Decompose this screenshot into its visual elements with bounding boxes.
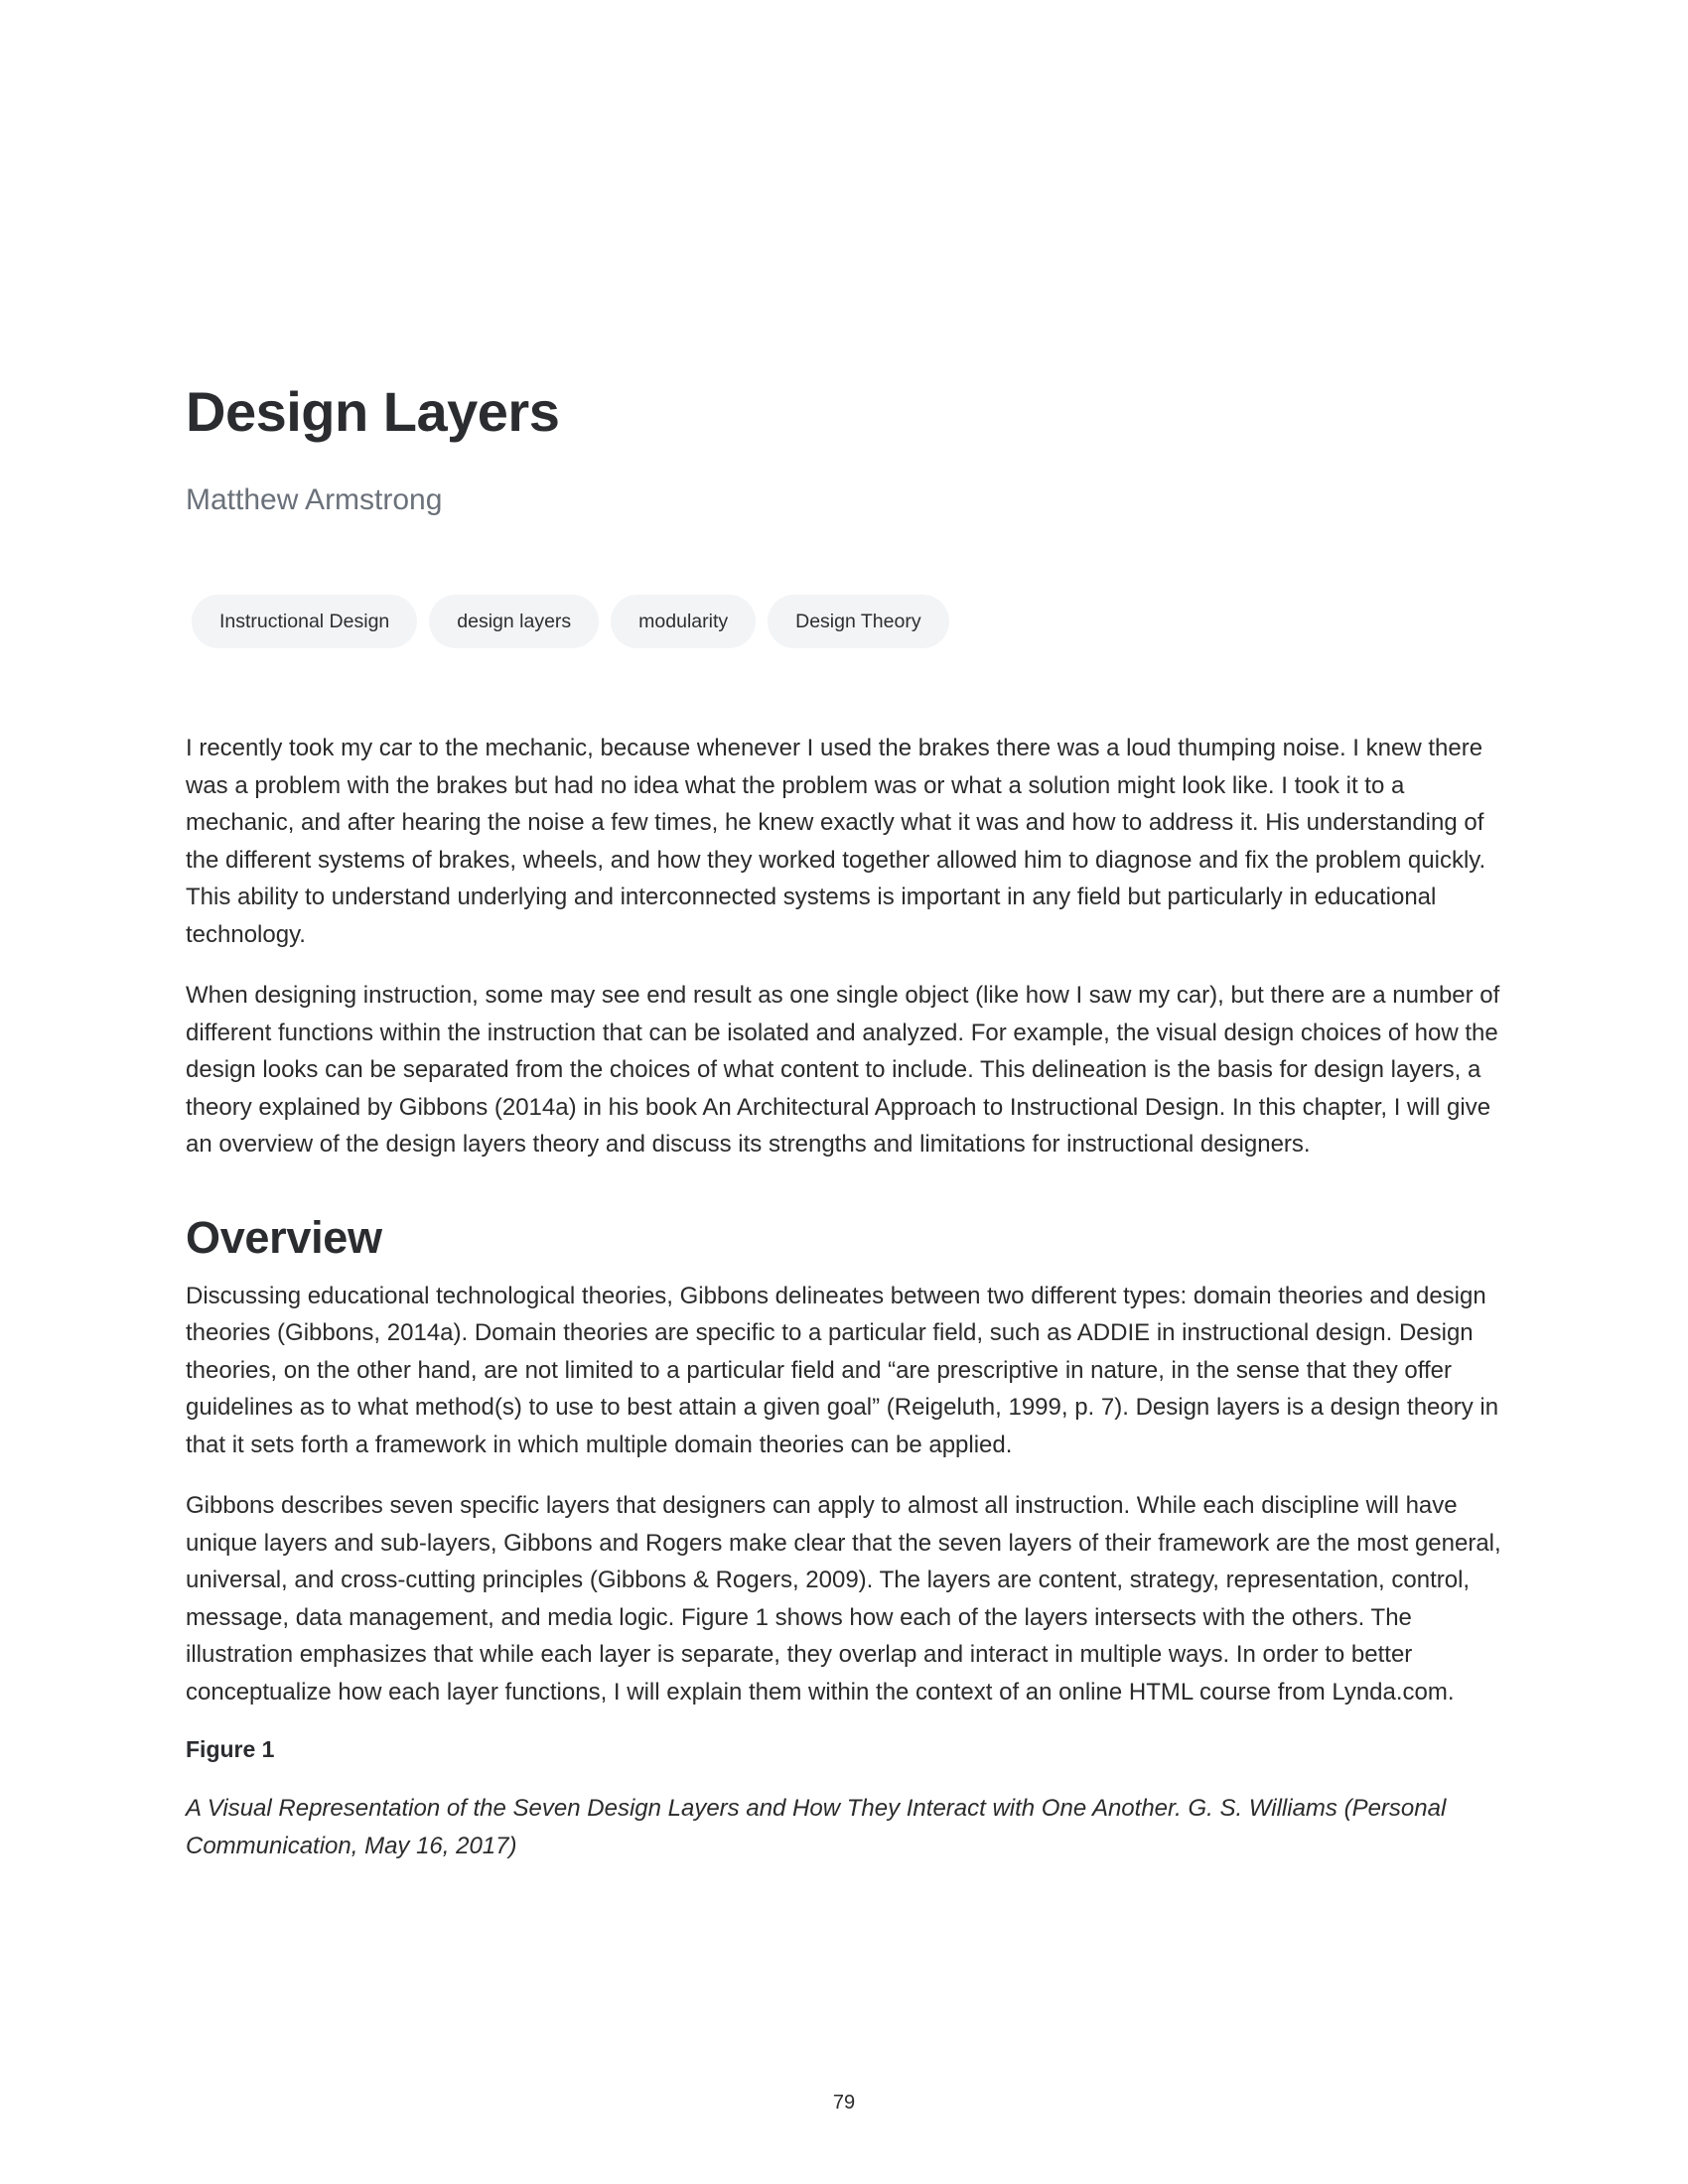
article-body xyxy=(186,730,1506,1864)
tag-design-theory[interactable]: Design Theory xyxy=(768,595,948,648)
intro-paragraph: When designing instruction, some may see end result as one single object (like how I saw my car), but there are a number of different functions within the instruction that can be isolated and analyzed. For example, the visual design choices of how the design looks can be separated from the choices of what content to include. This delineation is the basis for design layers, a theory explained by Gibbons (2014a) in his book An Architectural Approach to Instructional Design. In this chapter, I will give an overview of the design layers theory and discuss its strengths and limitations for instructional designers. xyxy=(186,982,1500,1158)
overview-paragraph: Gibbons describes seven specific layers that designers can apply to almost all instruction. While each discipline will have unique layers and sub-layers, Gibbons and Rogers make clear that the seven layers of their framework are the most general, universal, and cross-cutting principles (Gibbons & Rogers, 2009). The layers are content, strategy, representation, control, message, data management, and media logic. Figure 1 shows how each of the layers intersects with the others. The illustration emphasizes that while each layer is separate, they overlap and interact in multiple ways. In order to better conceptualize how each layer functions, I will explain them within the context of an online HTML course from Lynda.com. xyxy=(186,1492,1501,1706)
tag-design-layers[interactable]: design layers xyxy=(429,595,599,648)
tag-list xyxy=(192,595,1506,648)
tag-modularity[interactable]: modularity xyxy=(611,595,756,648)
figure-caption: A Visual Representation of the Seven Design Layers and How They Interact with One Another. G. S. Williams (Personal Communication, May 16, 2017) xyxy=(186,1795,1447,1859)
intro-paragraph: I recently took my car to the mechanic, because whenever I used the brakes there was a loud thumping noise. I knew there was a problem with the brakes but had no idea what the problem was or what a solution might look like. I took it to a mechanic, and after hearing the noise a few times, he knew exactly what it was and how to address it. His understanding of the different systems of brakes, wheels, and how they worked together allowed him to diagnose and fix the problem quickly. This ability to understand underlying and interconnected systems is important in any field but particularly in educational technology. xyxy=(186,735,1486,948)
tag-instructional-design[interactable]: Instructional Design xyxy=(192,595,417,648)
page-number: 79 xyxy=(832,2092,856,2114)
section-heading-overview: Overview xyxy=(186,1211,382,1263)
article-title: Design Layers xyxy=(186,380,560,443)
figure-label: Figure 1 xyxy=(186,1736,275,1762)
article-page xyxy=(186,377,1506,1864)
article-author: Matthew Armstrong xyxy=(186,483,443,516)
overview-paragraph: Discussing educational technological theories, Gibbons delineates between two different types: domain theories and design theories (Gibbons, 2014a). Domain theories are specific to a particular field, such as ADDIE in instructional design. Design theories, on the other hand, are not limited to a particular field and “are prescriptive in nature, in the sense that they offer guidelines as to what method(s) to use to best attain a given goal” (Reigeluth, 1999, p. 7). Design layers is a design theory in that it sets forth a framework in which multiple domain theories can be applied. xyxy=(186,1282,1499,1458)
